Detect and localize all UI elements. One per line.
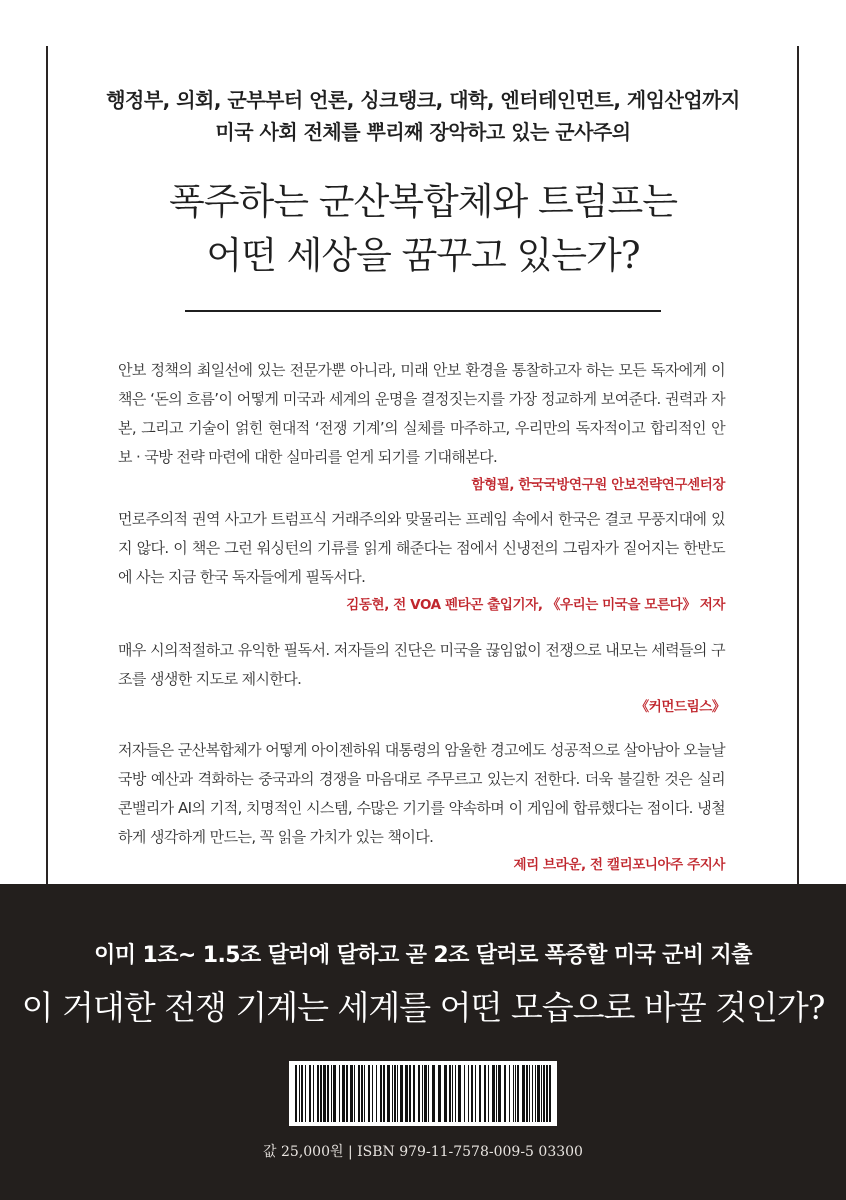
- footer-headline: 이 거대한 전쟁 기계는 세계를 어떤 모습으로 바꿀 것인가?: [21, 988, 825, 1027]
- review-attribution: 김동현, 전 VOA 펜타곤 출입기자, 《우리는 미국을 모른다》 저자: [346, 597, 725, 613]
- review-1: [118, 356, 725, 496]
- headline-line-1: 폭주하는 군산복합체와 트럼프는: [169, 180, 677, 223]
- price-isbn-line: 값 25,000원 | ISBN 979-11-7578-009-5 03300: [263, 1144, 583, 1160]
- review-2: [118, 505, 725, 616]
- isbn-barcode: [289, 1061, 557, 1126]
- subheadline-line-1: 행정부, 의회, 군부부터 언론, 싱크탱크, 대학, 엔터테인먼트, 게임산업까지: [106, 88, 740, 112]
- review-3: [118, 636, 725, 718]
- review-attribution: 제리 브라운, 전 캘리포니아주 주지사: [513, 857, 725, 873]
- review-4: [118, 736, 725, 876]
- review-text: 매우 시의적절하고 유익한 필독서. 저자들의 진단은 미국을 끊임없이 전쟁으로 내모는 세력들의 구조를 생생한 지도로 제시한다.: [118, 641, 725, 688]
- review-attribution: 함형필, 한국국방연구원 안보전략연구센터장: [471, 477, 725, 493]
- review-text: 먼로주의적 권역 사고가 트럼프식 거래주의와 맞물리는 프레임 속에서 한국은 결코 무풍지대에 있지 않다. 이 책은 그런 워싱턴의 기류를 읽게 해준다는 점에서 신냉전의 그림자가 짙어지는 한반도에 사는 지금 한국 독자들에게 필독서다.: [118, 510, 725, 586]
- subheadline-line-2: 미국 사회 전체를 뿌리째 장악하고 있는 군사주의: [215, 120, 631, 144]
- footer-subheadline: 이미 1조~ 1.5조 달러에 달하고 곧 2조 달러로 폭증할 미국 군비 지출: [94, 943, 752, 968]
- left-border-line: [46, 46, 48, 888]
- headline-line-2: 어떤 세상을 꿈꾸고 있는가?: [206, 234, 640, 277]
- review-text: 저자들은 군산복합체가 어떻게 아이젠하워 대통령의 암울한 경고에도 성공적으로 살아남아 오늘날 국방 예산과 격화하는 중국과의 경쟁을 마음대로 주무르고 있는지 전한다. 더욱 불길한 것은 실리콘밸리가 AI의 기적, 치명적인 시스템, 수많은 기기를 약속하며 이 게임에 합류했다는 점이다. 냉철하게 생각하게 만드는, 꼭 읽을 가치가 있는 책이다.: [118, 741, 726, 846]
- review-attribution: 《커먼드림스》: [635, 699, 725, 715]
- barcode-bars: [289, 1061, 557, 1126]
- headline-divider: [185, 310, 661, 312]
- right-border-line: [797, 46, 799, 888]
- review-text: 안보 정책의 최일선에 있는 전문가뿐 아니라, 미래 안보 환경을 통찰하고자 하는 모든 독자에게 이 책은 ‘돈의 흐름’이 어떻게 미국과 세계의 운명을 결정짓는지를 가장 정교하게 보여준다. 권력과 자본, 그리고 기술이 얽힌 현대적 ‘전쟁 기계’의 실체를 마주하고, 우리만의 독자적이고 합리적인 안보 · 국방 전략 마련에 대한 실마리를 얻게 되기를 기대해본다.: [118, 361, 725, 466]
